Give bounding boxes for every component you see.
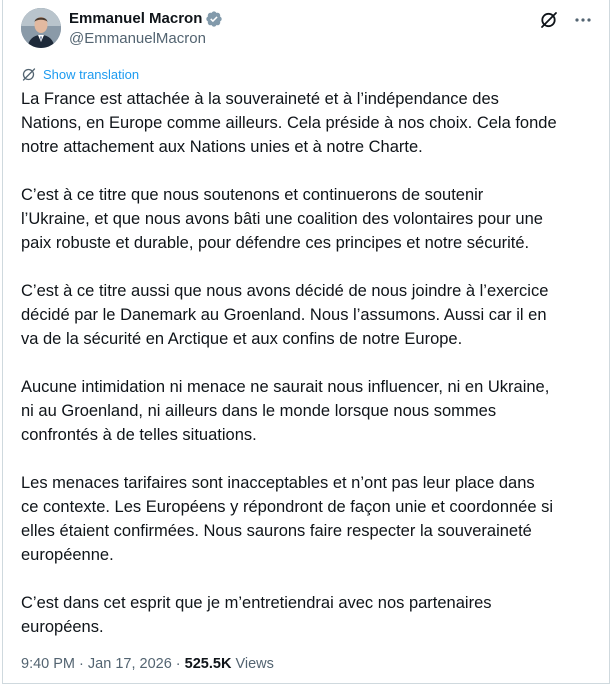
tweet-time[interactable]: 9:40 PM — [21, 656, 75, 672]
more-icon[interactable] — [573, 10, 593, 30]
globe-icon — [21, 66, 37, 82]
tweet-paragraph: C’est dans cet esprit que je m’entretiendrai avec nos partenaires européens. — [21, 594, 492, 636]
tweet-text — [21, 87, 591, 663]
avatar[interactable] — [21, 8, 61, 48]
meta-separator: · — [79, 656, 84, 672]
tweet-actions — [539, 10, 593, 30]
tweet-header — [21, 8, 593, 52]
tweet-paragraph: C’est à ce titre que nous soutenons et continuerons de soutenir l’Ukraine, et que nous avons bâti une coalition des volontaires pour une paix robuste et durable, pour défendre ces principes et notre sécurité. — [21, 186, 543, 252]
tweet-meta — [21, 654, 274, 674]
verified-badge-icon — [205, 10, 223, 28]
meta-separator: · — [175, 656, 181, 672]
show-translation-row[interactable] — [21, 64, 139, 84]
tweet-date[interactable]: Jan 17, 2026 — [87, 656, 172, 672]
grok-icon[interactable] — [539, 10, 559, 30]
author-names — [69, 9, 223, 49]
tweet-paragraph: C’est à ce titre aussi que nous avons décidé de nous joindre à l’exercice décidé par le Danemark au Groenland. Nous l’assumons. Aussi car il en va de la sécurité en Arctique et aux confins de notre Europe. — [21, 282, 549, 348]
views-count: 525.5K — [184, 656, 232, 672]
tweet-paragraph: La France est attachée à la souveraineté et à l’indépendance des Nations, en Europe comme ailleurs. Cela préside à nos choix. Cela fonde notre attachement aux Nations unies et à notre Charte. — [21, 90, 557, 156]
show-translation-link[interactable]: Show translation — [43, 66, 140, 82]
views-label: Views — [235, 656, 274, 672]
tweet-paragraph: Aucune intimidation ni menace ne saurait nous influencer, ni en Ukraine, ni au Groenland, ni ailleurs dans le monde lorsque nous sommes confrontés à de telles situations. — [21, 378, 550, 444]
tweet-paragraph: Les menaces tarifaires sont inacceptables et n’ont pas leur place dans ce contexte. Les Européens y répondront de façon unie et coordonnée si elles étaient confirmées. Nous saurons faire respecter la souveraineté européenne. — [21, 474, 554, 564]
author-handle[interactable]: @EmmanuelMacron — [69, 30, 206, 47]
tweet-card — [2, 0, 610, 684]
author-display-name[interactable]: Emmanuel Macron — [69, 10, 203, 27]
